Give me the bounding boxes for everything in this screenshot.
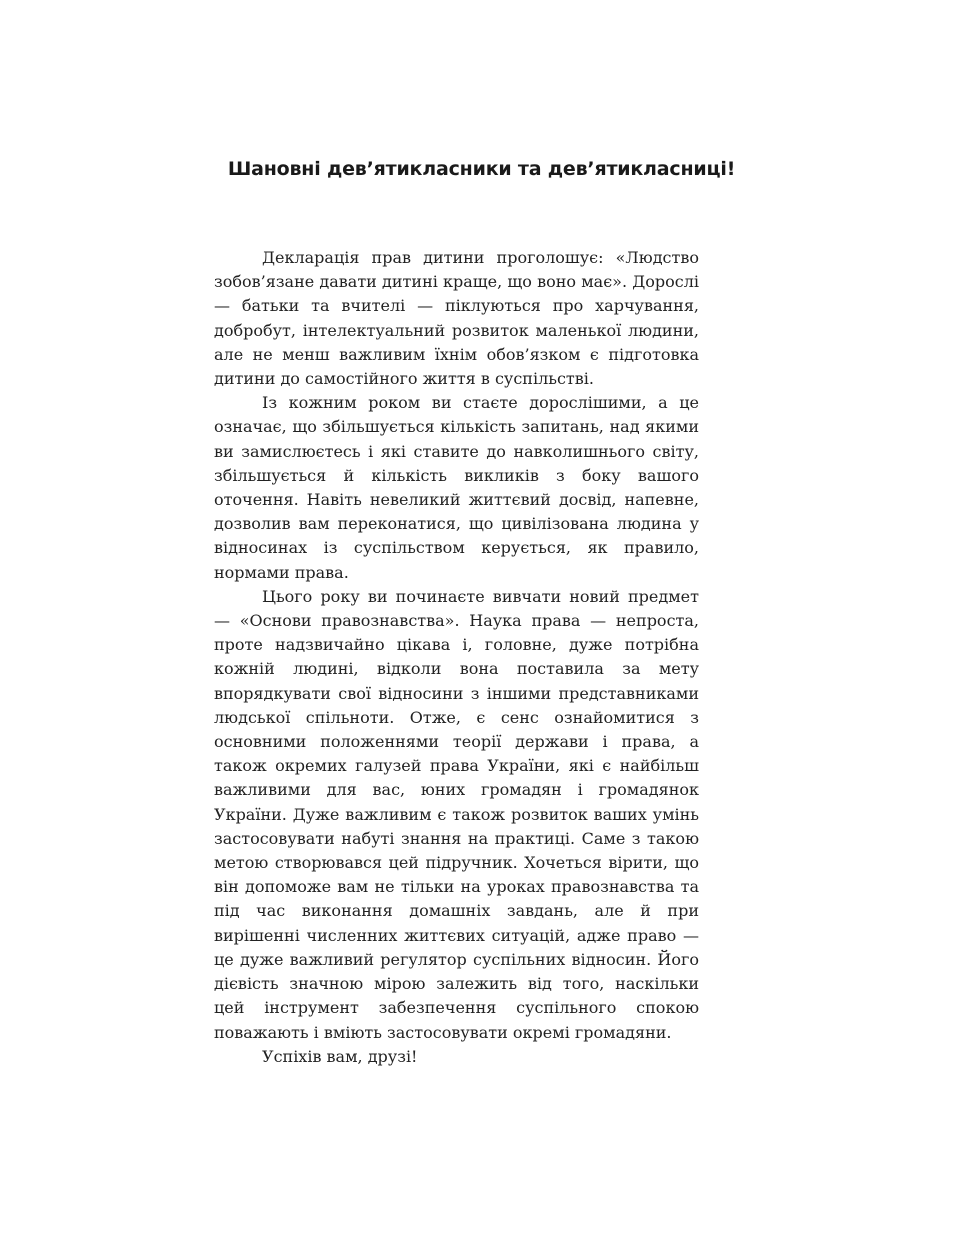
paragraph-2: Із кожним роком ви стаєте дорослішими, а це означає, що збільшується кількість запитань, над якими ви замислюєтесь і які ставите до навколишнього світу, збільшується й кількість викликів з боку вашого оточення. Навіть невеликий життєвий досвід, напевне, дозволив вам переконатися, що цивілізована людина у відносинах із суспільством керується, як правило, нормами права. bbox=[214, 393, 699, 582]
paragraph-1: Декларація прав дитини проголошує: «Людство зобов’язане давати дитині краще, що воно має». Дорослі — батьки та вчителі — піклуються про харчування, добробут, інтелектуальний розвиток маленької людини, але не менш важливим їхнім обов’язком є підготовка дитини до самостійного життя в суспільстві. bbox=[214, 248, 699, 389]
paragraph-4: Успіхів вам, друзі! bbox=[262, 1046, 418, 1066]
body-text bbox=[214, 246, 699, 1069]
paragraph-3: Цього року ви починаєте вивчати новий предмет — «Основи правознавства». Наука права — непроста, проте надзвичайно цікава і, головне, дуже потрібна кожній людині, відколи вона поставила за мету впорядкувати свої відносини з іншими представниками людської спільноти. Отже, є сенс ознайомитися з основними положеннями теорії держави і права, а також окремих галузей права України, які є найбільш важливими для вас, юних громадян і громадянок України. Дуже важливим є також розвиток ваших умінь застосовувати набуті знання на практиці. Саме з такою метою створювався цей підручник. Хочеться вірити, що він допоможе вам не тільки на уроках правознавства та під час виконання домашніх завдань, але й при вирішенні численних життєвих ситуацій, адже право — це дуже важливий регулятор суспільних відносин. Його дієвість значною мірою залежить від того, наскільки цей інструмент забезпечення суспільного спокою поважають і вміють застосовувати окремі громадяни. bbox=[214, 586, 699, 1042]
page-title: Шановні дев’ятикласники та дев’ятикласниці! bbox=[227, 158, 736, 180]
